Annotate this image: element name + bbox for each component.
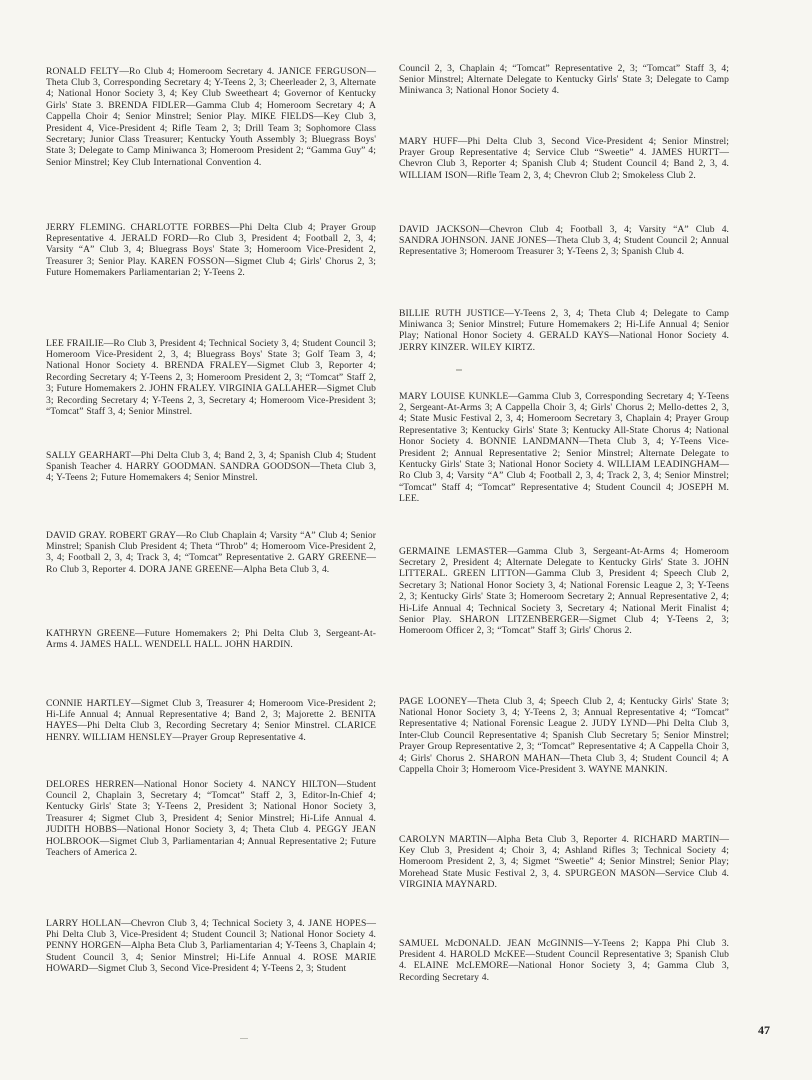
page-number: 47: [758, 1023, 770, 1037]
senior-entry: DAVID JACKSON—Chevron Club 4; Football 3, 4; Varsity “A” Club 4. SANDRA JOHNSON. JANE JONES—Theta Club 3, 4; Student Council 2; Annual Representative 3; Homeroom Treasurer 3; Y-Teens 2, 3; Spanish Club 4.: [399, 223, 729, 258]
senior-entry: Council 2, 3, Chaplain 4; “Tomcat” Representative 2, 3; “Tomcat” Staff 3, 4; Senior Minstrel; Alternate Delegate to Kentucky Girls' State 3; Delegate to Camp Miniwanca 3; National Honor Society 4.: [399, 62, 729, 97]
senior-entry: GERMAINE LEMASTER—Gamma Club 3, Sergeant-At-Arms 4; Homeroom Secretary 2, President 4; Alternate Delegate to Kentucky Girls' State 3. JOHN LITTERAL. GREEN LITTON—Gamma Club 3, President 4; Speech Club 2, Secretary 3; National Honor Society 3, 4; National Forensic League 2, 3; Y-Teens 2, 3; Kentucky Girls' State 3; Homeroom Secretary 2; Annual Representative 2, 4; Hi-Life Annual 4; Technical Society 3, Secretary 4; National Merit Finalist 4; Senior Play. SHARON LITZENBERGER—Sigmet Club 4; Y-Teens 2, 3; Homeroom Officer 2, 3; “Tomcat” Staff 3; Girls' Chorus 2.: [399, 545, 729, 637]
senior-entry: MARY HUFF—Phi Delta Club 3, Second Vice-President 4; Senior Minstrel; Prayer Group Representative 4; Service Club “Sweetie” 4. JAMES HURTT—Chevron Club 3, Reporter 4; Spanish Club 4; Student Council 4; Band 2, 3, 4. WILLIAM ISON—Rifle Team 2, 3, 4; Chevron Club 2; Smokeless Club 2.: [399, 135, 729, 181]
senior-entry: JERRY FLEMING. CHARLOTTE FORBES—Phi Delta Club 4; Prayer Group Representative 4. JERALD FORD—Ro Club 3, President 4; Football 2, 3, 4; Varsity “A” Club 3, 4; Bluegrass Boys' State 3; Homeroom Vice-President 2, Treasurer 3; Senior Play. KAREN FOSSON—Sigmet Club 4; Girls' Chorus 2, 3; Future Homemakers Parliamentarian 2; Y-Teens 2.: [46, 221, 376, 279]
senior-entry: LARRY HOLLAN—Chevron Club 3, 4; Technical Society 3, 4. JANE HOPES—Phi Delta Club 3, Vice-President 4; Student Council 3; National Honor Society 4. PENNY HORGEN—Alpha Beta Club 3, Parliamentarian 4; Y-Teens 3, Chaplain 4; Student Council 3, 4; Senior Minstrel; Hi-Life Annual 4. ROSE MARIE HOWARD—Sigmet Club 3, Second Vice-President 4; Y-Teens 2, 3; Student: [46, 917, 376, 975]
print-speck: [240, 1038, 248, 1039]
senior-entry: RONALD FELTY—Ro Club 4; Homeroom Secretary 4. JANICE FERGUSON—Theta Club 3, Corresponding Secretary 4; Y-Teens 2, 3; Cheerleader 2, 3, Alternate 4; National Honor Society 3, 4; Key Club Sweetheart 4; Governor of Kentucky Girls' State 3. BRENDA FIDLER—Gamma Club 4; Homeroom Secretary 4; A Cappella Choir 4; Senior Minstrel; Senior Play. MIKE FIELDS—Key Club 3, President 4, Vice-President 4; Rifle Team 2, 3; Drill Team 3; Sophomore Class Secretary; Junior Class Treasurer; Kentucky Youth Assembly 3; Bluegrass Boys' State 3; Delegate to Camp Miniwanca 3; Homeroom President 2; “Gamma Guy” 4; Senior Minstrel; Key Club International Convention 4.: [46, 65, 376, 168]
senior-entry: DELORES HERREN—National Honor Society 4. NANCY HILTON—Student Council 2, Chaplain 3, Secretary 4; “Tomcat” Staff 2, 3, Editor-In-Chief 4; Kentucky Girls' State 3; Y-Teens 2, President 3; National Honor Society 3, Treasurer 4; Sigmet Club 3, President 4; Senior Minstrel; Hi-Life Annual 4. JUDITH HOBBS—National Honor Society 3, 4; Theta Club 4. PEGGY JEAN HOLBROOK—Sigmet Club 3, Parliamentarian 4; Annual Representative 2; Future Teachers of America 2.: [46, 778, 376, 859]
senior-entry: SALLY GEARHART—Phi Delta Club 3, 4; Band 2, 3, 4; Spanish Club 4; Student Spanish Teacher 4. HARRY GOODMAN. SANDRA GOODSON—Theta Club 3, 4; Y-Teens 2; Future Homemakers 4; Senior Minstrel.: [46, 449, 376, 484]
print-speck: [456, 369, 462, 371]
senior-entry: BILLIE RUTH JUSTICE—Y-Teens 2, 3, 4; Theta Club 4; Delegate to Camp Miniwanca 3; Senior Minstrel; Future Homemakers 2; Hi-Life Annual 4; Senior Play; National Honor Society 4. GERALD KAYS—National Honor Society 4. JERRY KINZER. WILEY KIRTZ.: [399, 307, 729, 353]
senior-entry: CAROLYN MARTIN—Alpha Beta Club 3, Reporter 4. RICHARD MARTIN—Key Club 3, President 4; Choir 3, 4; Ashland Rifles 3; Technical Society 4; Homeroom President 2, 3, 4; Sigmet “Sweetie” 4; Senior Minstrel; Senior Play; Morehead State Music Festival 2, 3, 4. SPURGEON MASON—Service Club 4. VIRGINIA MAYNARD.: [399, 833, 729, 891]
senior-entry: CONNIE HARTLEY—Sigmet Club 3, Treasurer 4; Homeroom Vice-President 2; Hi-Life Annual 4; Annual Representative 4; Band 2, 3; Majorette 2. BENITA HAYES—Phi Delta Club 3, Recording Secretary 4; Senior Minstrel. CLARICE HENRY. WILLIAM HENSLEY—Prayer Group Representative 4.: [46, 697, 376, 743]
senior-entry: PAGE LOONEY—Theta Club 3, 4; Speech Club 2, 4; Kentucky Girls' State 3; National Honor Society 3, 4; Y-Teens 2, 3; Annual Representative 4; “Tomcat” Representative 4; National Forensic League 2. JUDY LYND—Phi Delta Club 3, Inter-Club Council Representative 4; Spanish Club Secretary 5; Senior Minstrel; Prayer Group Representative 2, 3; “Tomcat” Representative 4; A Cappella Choir 3, 4; Girls' Chorus 2. SHARON MAHAN—Theta Club 3, 4; Student Council 4; A Cappella Choir 3; Homeroom Vice-President 3. WAYNE MANKIN.: [399, 695, 729, 776]
senior-entry: MARY LOUISE KUNKLE—Gamma Club 3, Corresponding Secretary 4; Y-Teens 2, Sergeant-At-Arms 3; A Cappella Choir 3, 4; Girls' Chorus 2; Mello-dettes 2, 3, 4; State Music Festival 2, 3, 4; Homeroom Secretary 3, Chaplain 4; Prayer Group Representative 3; Kentucky Girls' State 3; Kentucky All-State Chorus 4; National Honor Society 4. BONNIE LANDMANN—Theta Club 3, 4; Y-Teens Vice-President 2; Annual Representative 2; Senior Minstrel; Alternate Delegate to Kentucky Girls' State 3; National Honor Society 4. WILLIAM LEADINGHAM—Ro Club 3, 4; Varsity “A” Club 4; Football 2, 3, 4; Track 2, 3, 4; Senior Minstrel; “Tomcat” Staff 4; “Tomcat” Representative 4; Student Council 4; JOSEPH M. LEE.: [399, 390, 729, 505]
senior-entry: LEE FRAILIE—Ro Club 3, President 4; Technical Society 3, 4; Student Council 3; Homeroom Vice-President 2, 3, 4; Bluegrass Boys' State 3; Golf Team 3, 4; National Honor Society 4. BRENDA FRALEY—Sigmet Club 3, Reporter 4; Recording Secretary 4; Y-Teens 2, 3; Homeroom President 2, 3; “Tomcat” Staff 2, 3; Future Homemakers 2. JOHN FRALEY. VIRGINIA GALLAHER—Sigmet Club 3; Recording Secretary 4; Y-Teens 2, 3, Secretary 4; Homeroom Vice-President 3; “Tomcat” Staff 3, 4; Senior Minstrel.: [46, 337, 376, 418]
senior-entry: DAVID GRAY. ROBERT GRAY—Ro Club Chaplain 4; Varsity “A” Club 4; Senior Minstrel; Spanish Club President 4; Theta “Throb” 4; Homeroom Vice-President 2, 3, 4; Football 2, 3, 4; Track 3, 4; “Tomcat” Representative 2. GARY GREENE—Ro Club 3, Reporter 4. DORA JANE GREENE—Alpha Beta Club 3, 4.: [46, 529, 376, 575]
senior-entry: KATHRYN GREENE—Future Homemakers 2; Phi Delta Club 3, Sergeant-At-Arms 4. JAMES HALL. WENDELL HALL. JOHN HARDIN.: [46, 627, 376, 650]
senior-entry: SAMUEL McDONALD. JEAN McGINNIS—Y-Teens 2; Kappa Phi Club 3. President 4. HAROLD McKEE—Student Council Representative 3; Spanish Club 4. ELAINE McLEMORE—National Honor Society 3, 4; Gamma Club 3, Recording Secretary 4.: [399, 937, 729, 983]
